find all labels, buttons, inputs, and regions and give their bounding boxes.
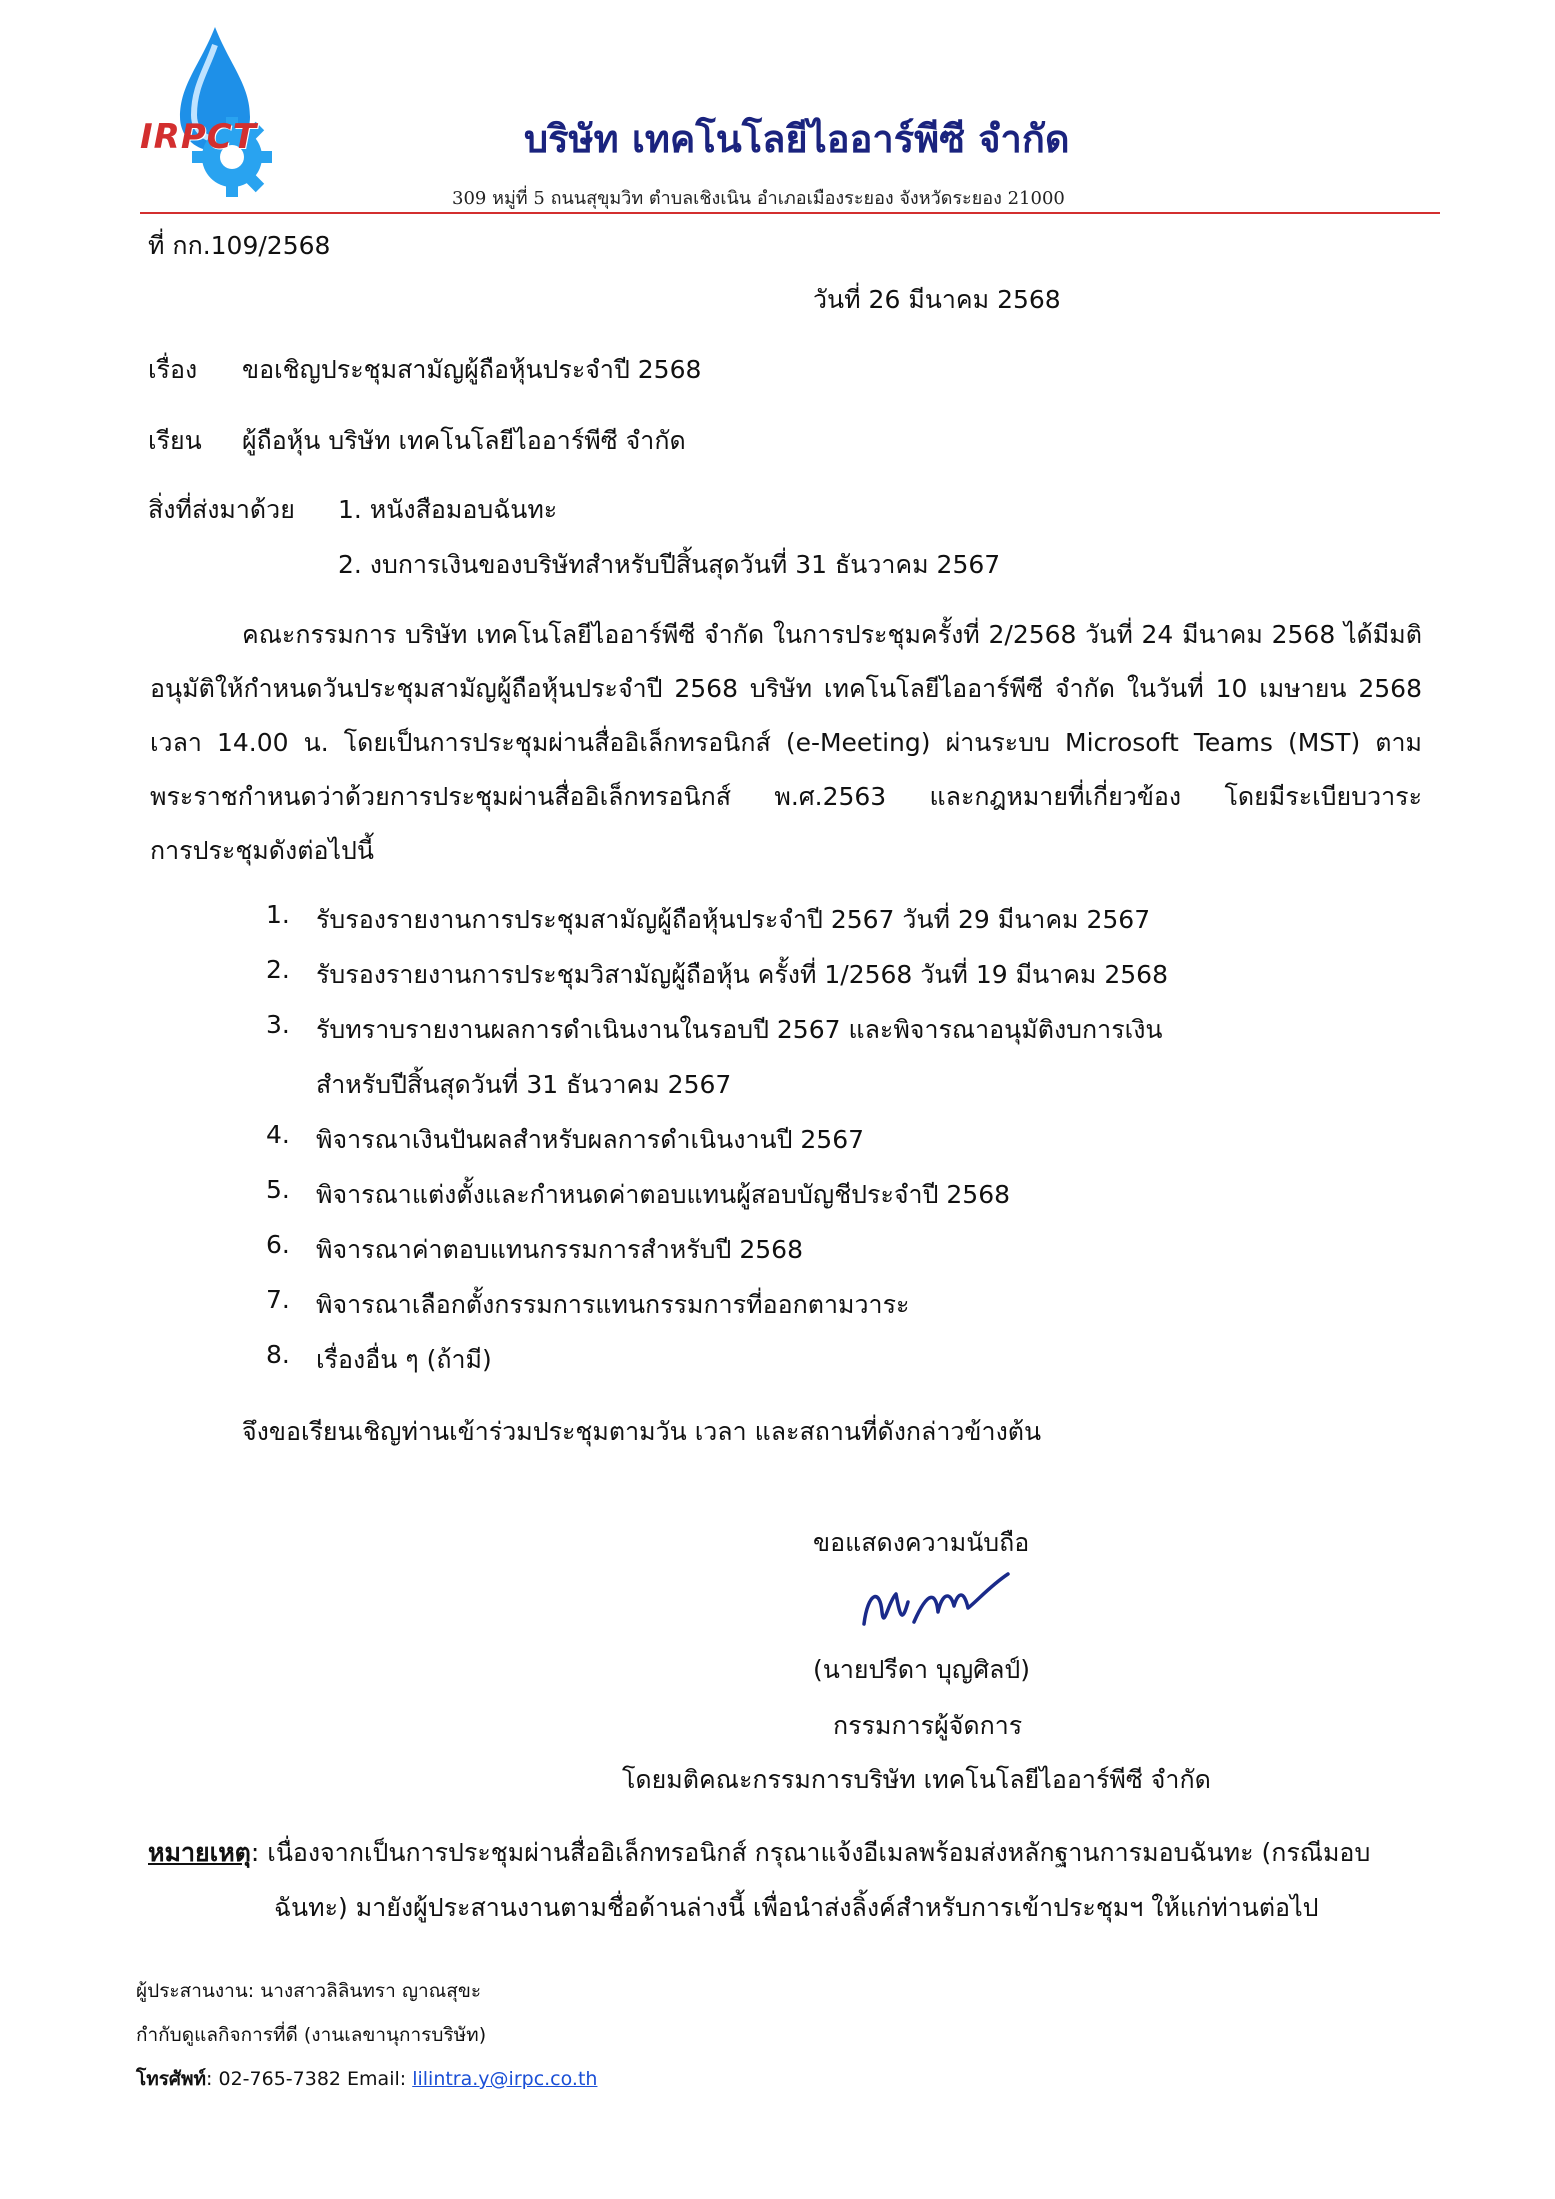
agenda-item: พิจารณาเงินปันผลสำหรับผลการดำเนินงานปี 2567 bbox=[316, 1125, 865, 1154]
enclosure-item: 2. งบการเงินของบริษัทสำหรับปีสิ้นสุดวันที่ 31 ธันวาคม 2567 bbox=[338, 550, 1001, 579]
body-line: การประชุมดังต่อไปนี้ bbox=[150, 836, 374, 865]
body-line: อนุมัติให้กำหนดวันประชุมสามัญผู้ถือหุ้นประจำปี 2568 บริษัท เทคโนโลยีไออาร์พีซี จำกัด ในวันที่ 10 เมษายน 2568 bbox=[150, 674, 1422, 703]
phone-and-email-label: : 02-765-7382 Email: bbox=[206, 2068, 413, 2090]
body-paragraph bbox=[150, 608, 1422, 878]
reference-number: ที่ กก.109/2568 bbox=[148, 231, 331, 260]
agenda-number: 4. bbox=[266, 1120, 290, 1149]
body-line: เวลา 14.00 น. โดยเป็นการประชุมผ่านสื่ออิเล็กทรอนิกส์ (e-Meeting) ผ่านระบบ Microsoft Teams (MST) ตาม bbox=[150, 728, 1422, 757]
agenda-item: พิจารณาค่าตอบแทนกรรมการสำหรับปี 2568 bbox=[316, 1235, 803, 1264]
note-line bbox=[148, 1833, 1370, 1873]
letter-date: วันที่ 26 มีนาคม 2568 bbox=[813, 285, 1061, 314]
agenda-item: พิจารณาเลือกตั้งกรรมการแทนกรรมการที่ออกตามวาระ bbox=[316, 1290, 910, 1319]
coordinator-department: กำกับดูแลกิจการที่ดี (งานเลขานุการบริษัท) bbox=[136, 2024, 487, 2046]
agenda-item: เรื่องอื่น ๆ (ถ้ามี) bbox=[316, 1345, 492, 1374]
subject-text: ขอเชิญประชุมสามัญผู้ถือหุ้นประจำปี 2568 bbox=[242, 355, 702, 384]
contact-line bbox=[136, 2064, 597, 2094]
letterhead-rule bbox=[140, 212, 1440, 214]
handwritten-signature bbox=[858, 1572, 1018, 1642]
agenda-item: รับทราบรายงานผลการดำเนินงานในรอบปี 2567 และพิจารณาอนุมัติงบการเงิน bbox=[316, 1015, 1163, 1044]
subject-label: เรื่อง bbox=[148, 355, 198, 384]
body-line: พระราชกำหนดว่าด้วยการประชุมผ่านสื่ออิเล็กทรอนิกส์ พ.ศ.2563 และกฎหมายที่เกี่ยวข้อง โดยมีระเบียบวาระ bbox=[150, 782, 1422, 811]
agenda-number: 8. bbox=[266, 1340, 290, 1369]
agenda-item-continued: สำหรับปีสิ้นสุดวันที่ 31 ธันวาคม 2567 bbox=[316, 1070, 732, 1099]
note-line-continued: ฉันทะ) มายังผู้ประสานงานตามชื่อด้านล่างนี้ เพื่อนำส่งลิ้งค์สำหรับการเข้าประชุมฯ ให้แก่ท่านต่อไป bbox=[274, 1893, 1319, 1922]
enclosure-item: 1. หนังสือมอบฉันทะ bbox=[338, 495, 558, 524]
signatory-name: (นายปรีดา บุญศิลป์) bbox=[813, 1655, 1031, 1684]
regards-text: ขอแสดงความนับถือ bbox=[813, 1528, 1030, 1557]
signatory-title: กรรมการผู้จัดการ bbox=[833, 1711, 1023, 1740]
recipient-label: เรียน bbox=[148, 426, 202, 455]
agenda-item: รับรองรายงานการประชุมวิสามัญผู้ถือหุ้น ครั้งที่ 1/2568 วันที่ 19 มีนาคม 2568 bbox=[316, 960, 1168, 989]
note-text: : เนื่องจากเป็นการประชุมผ่านสื่ออิเล็กทรอนิกส์ กรุณาแจ้งอีเมลพร้อมส่งหลักฐานการมอบฉันทะ (กรณีมอบ bbox=[250, 1838, 1371, 1867]
logo-wordmark: IRPCT bbox=[140, 117, 257, 157]
agenda-item: พิจารณาแต่งตั้งและกำหนดค่าตอบแทนผู้สอบบัญชีประจำปี 2568 bbox=[316, 1180, 1011, 1209]
body-line: คณะกรรมการ บริษัท เทคโนโลยีไออาร์พีซี จำกัด ในการประชุมครั้งที่ 2/2568 วันที่ 24 มีนาคม 2568 ได้มีมติ bbox=[242, 620, 1422, 649]
closing-line: จึงขอเรียนเชิญท่านเข้าร่วมประชุมตามวัน เวลา และสถานที่ดังกล่าวข้างต้น bbox=[242, 1417, 1042, 1446]
coordinator-name: ผู้ประสานงาน: นางสาวลิลินทรา ญาณสุขะ bbox=[136, 1980, 482, 2002]
agenda-number: 1. bbox=[266, 900, 290, 929]
company-logo bbox=[140, 25, 290, 200]
agenda-number: 5. bbox=[266, 1175, 290, 1204]
recipient-text: ผู้ถือหุ้น บริษัท เทคโนโลยีไออาร์พีซี จำกัด bbox=[242, 426, 686, 455]
enclosures-label: สิ่งที่ส่งมาด้วย bbox=[148, 495, 295, 524]
agenda-item: รับรองรายงานการประชุมสามัญผู้ถือหุ้นประจำปี 2567 วันที่ 29 มีนาคม 2567 bbox=[316, 905, 1151, 934]
agenda-number: 7. bbox=[266, 1285, 290, 1314]
agenda-number: 2. bbox=[266, 955, 290, 984]
email-link[interactable]: lilintra.y@irpc.co.th bbox=[412, 2068, 598, 2090]
agenda-number: 3. bbox=[266, 1010, 290, 1039]
company-name: บริษัท เทคโนโลยีไออาร์พีซี จำกัด bbox=[524, 116, 1070, 161]
agenda-number: 6. bbox=[266, 1230, 290, 1259]
phone-label: โทรศัพท์ bbox=[136, 2068, 207, 2090]
note-label: หมายเหตุ bbox=[148, 1838, 251, 1867]
signatory-authority: โดยมติคณะกรรมการบริษัท เทคโนโลยีไออาร์พีซี จำกัด bbox=[622, 1765, 1211, 1794]
company-address: 309 หมู่ที่ 5 ถนนสุขุมวิท ตำบลเชิงเนิน อำเภอเมืองระยอง จังหวัดระยอง 21000 bbox=[452, 188, 1065, 209]
